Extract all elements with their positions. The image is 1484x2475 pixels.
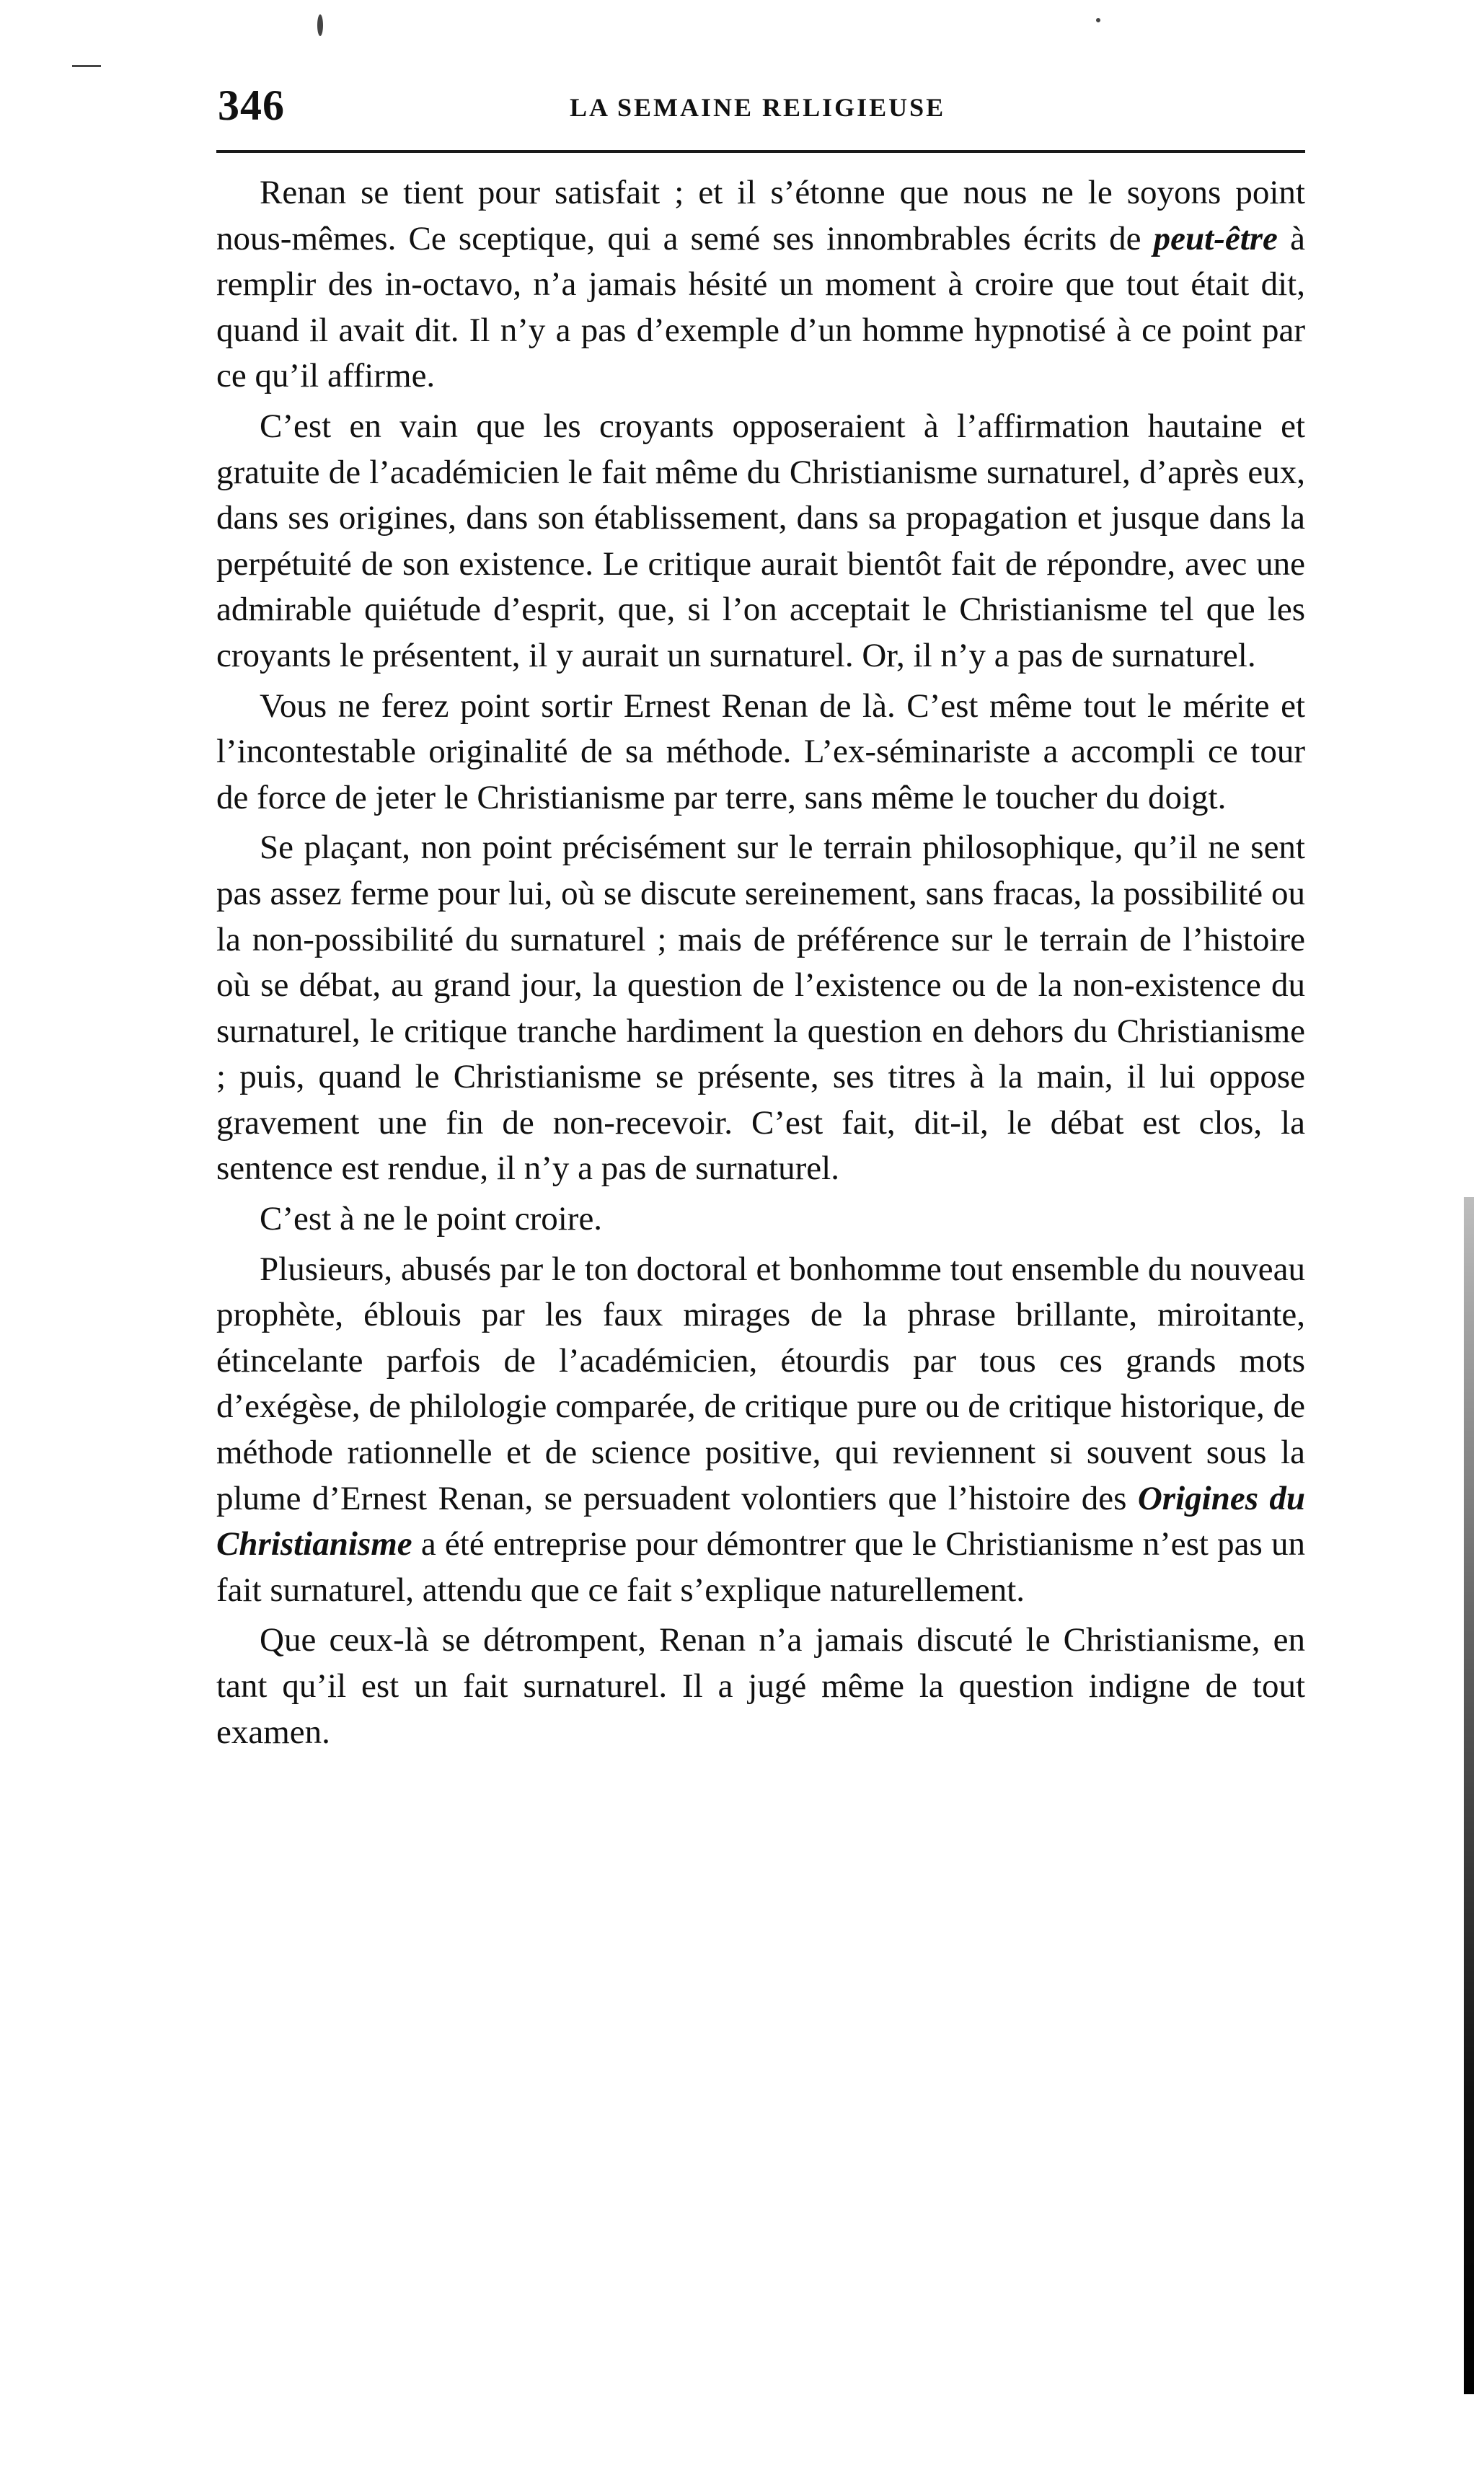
paragraph-1-part-a: Renan se tient pour satisfait ; et il s’étonne que nous ne le soyons point nous-mêmes. Ce sceptique, qui a semé ses innombrables écrits de	[216, 174, 1305, 257]
paragraph-3: Vous ne ferez point sortir Ernest Renan de là. C’est même tout le mérite et l’incontestable originalité de sa méthode. L’ex-séminariste a accompli ce tour de force de jeter le Christianisme par terre, sans même le toucher du doigt.	[216, 687, 1305, 816]
paragraph-4: Se plaçant, non point précisément sur le terrain philosophique, qu’il ne sent pas assez ferme pour lui, où se discute sereinement, sans fracas, la possibilité ou la non-possibilité du surnaturel ; mais de préférence sur le terrain de l’histoire où se débat, au grand jour, la question de l’existence ou de la non-existence du surnaturel, le critique tranche hardiment la question en dehors du Christianisme ; puis, quand le Christianisme se présente, ses titres à la main, il lui oppose gravement une fin de non-recevoir. C’est fait, dit-il, le débat est clos, la sentence est rendue, il n’y a pas de surnaturel.	[216, 829, 1305, 1188]
page-number: 346	[218, 81, 285, 129]
scan-margin-bar	[1464, 1197, 1474, 2394]
paragraph-2: C’est en vain que les croyants opposeraient à l’affirmation hautaine et gratuite de l’académicien le fait même du Christianisme surnaturel, d’après eux, dans ses origines, dans son établissement, dans sa propagation et jusque dans la perpétuité de son existence. Le critique aurait bientôt fait de répondre, avec une admirable quiétude d’esprit, que, si l’on acceptait le Christianisme tel que les croyants le présentent, il y aurait un surnaturel. Or, il n’y a pas de surnaturel.	[216, 407, 1305, 674]
scan-speck	[1096, 18, 1100, 22]
header-rule	[216, 150, 1305, 153]
italic-origines-title: Origines du Christianisme	[216, 1479, 1306, 1563]
paragraph-1-part-b: à remplir des in-octavo, n’a jamais hésité un moment à croire que tout était dit, quand il avait dit. Il n’y a pas d’exemple d’un homme hypnotisé à ce point par ce qu’il affirme.	[216, 219, 1305, 395]
scan-speck	[317, 14, 323, 36]
italic-peut-etre: peut-être	[1153, 219, 1278, 257]
running-title: LA SEMAINE RELIGIEUSE	[570, 93, 946, 122]
scan-speck	[72, 65, 101, 67]
paragraph-7: Que ceux-là se détrompent, Renan n’a jamais discuté le Christianisme, en tant qu’il est un fait surnaturel. Il a jugé même la question indigne de tout examen.	[216, 1621, 1305, 1751]
paragraph-6	[216, 1247, 1305, 1614]
paragraph-6-part-a: Plusieurs, abusés par le ton doctoral et bonhomme tout ensemble du nouveau prophète, éblouis par les faux mirages de la phrase brillante, miroitante, étincelante parfois de l’académicien, étourdis par tous ces grands mots d’exégèse, de philologie comparée, de critique pure ou de critique historique, de méthode rationnelle et de science positive, qui reviennent si souvent sous la plume d’Ernest Renan, se persuadent volontiers que l’histoire des	[216, 1250, 1305, 1517]
paragraph-5: C’est à ne le point croire.	[260, 1200, 603, 1238]
paragraph-1	[216, 170, 1305, 400]
body-text	[216, 170, 1305, 1760]
paragraph-6-part-b: a été entreprise pour démontrer que le Christianisme n’est pas un fait surnaturel, attendu que ce fait s’explique naturellement.	[216, 1525, 1305, 1609]
